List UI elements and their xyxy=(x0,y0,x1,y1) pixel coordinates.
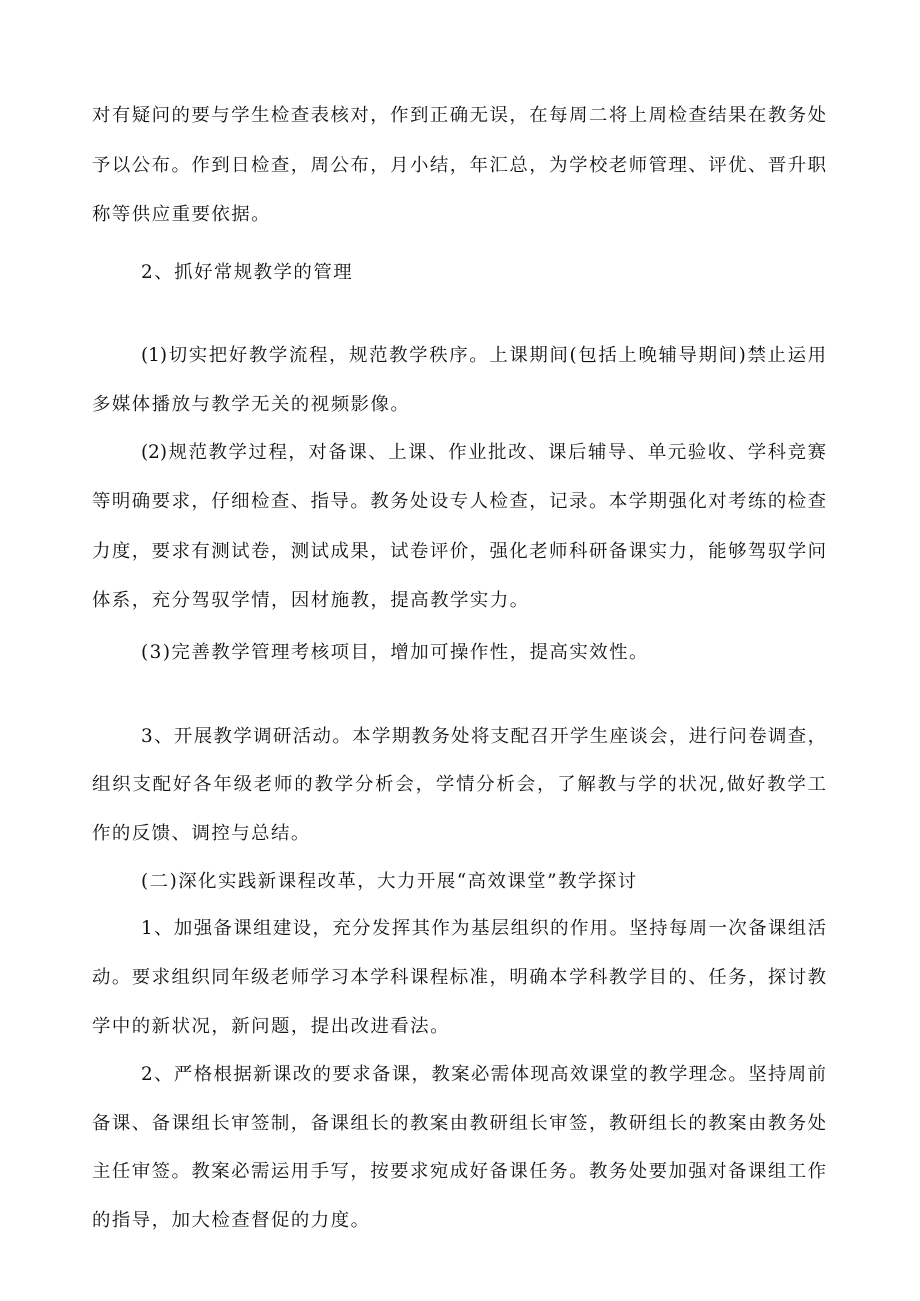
text-line: 组织支配好各年级老师的教学分析会，学情分析会，了解教与学的状况,做好教学工 xyxy=(92,774,826,795)
text-line: (1)切实把好教学流程，规范教学秩序。上课期间(包括上晚辅导期间)禁止运用 xyxy=(141,345,826,366)
text-line: 2、严格根据新课改的要求备课，教案必需体现高效课堂的教学理念。坚持周前 xyxy=(141,1064,826,1085)
text-line: (2)规范教学过程，对备课、上课、作业批改、课后辅导、单元验收、学科竞赛 xyxy=(141,442,826,463)
text-line: 体系，充分驾驭学情，因材施教，提高教学实力。 xyxy=(92,590,530,611)
text-line: 对有疑问的要与学生检查表核对，作到正确无误，在每周二将上周检查结果在教务处 xyxy=(92,105,826,126)
section-heading: (二)深化实践新课程改革，大力开展“高效课堂”教学探讨 xyxy=(141,871,638,892)
text-line: 的指导，加大检查督促的力度。 xyxy=(92,1210,371,1231)
text-line: 学中的新状况，新问题，提出改进看法。 xyxy=(92,1016,451,1037)
text-line: 予以公布。作到日检查，周公布，月小结，年汇总，为学校老师管理、评优、晋升职 xyxy=(92,155,826,176)
text-line: 1、加强备课组建设，充分发挥其作为基层组织的作用。坚持每周一次备课组活 xyxy=(141,918,826,939)
text-line: 称等供应重要依据。 xyxy=(92,204,272,225)
text-line: 作的反馈、调控与总结。 xyxy=(92,823,311,844)
text-line: 等明确要求，仔细检查、指导。教务处设专人检查，记录。本学期强化对考练的检查 xyxy=(92,491,826,512)
section-heading: 2、抓好常规教学的管理 xyxy=(141,262,354,283)
text-line: 多媒体播放与教学无关的视频影像。 xyxy=(92,394,411,415)
text-line: 3、开展教学调研活动。本学期教务处将支配召开学生座谈会，进行问卷调查， xyxy=(141,726,826,747)
text-line: (3)完善教学管理考核项目，增加可操作性，提高实效性。 xyxy=(141,642,649,663)
text-line: 力度，要求有测试卷，测试成果，试卷评价，强化老师科研备课实力，能够驾驭学问 xyxy=(92,541,826,562)
text-line: 动。要求组织同年级老师学习本学科课程标准，明确本学科教学目的、任务，探讨教 xyxy=(92,967,826,988)
text-line: 主任审签。教案必需运用手写，按要求宛成好备课任务。教务处要加强对备课组工作 xyxy=(92,1161,826,1182)
text-line: 备课、备课组长审签制，备课组长的教案由教研组长审签，教研组长的教案由教务处 xyxy=(92,1113,826,1134)
